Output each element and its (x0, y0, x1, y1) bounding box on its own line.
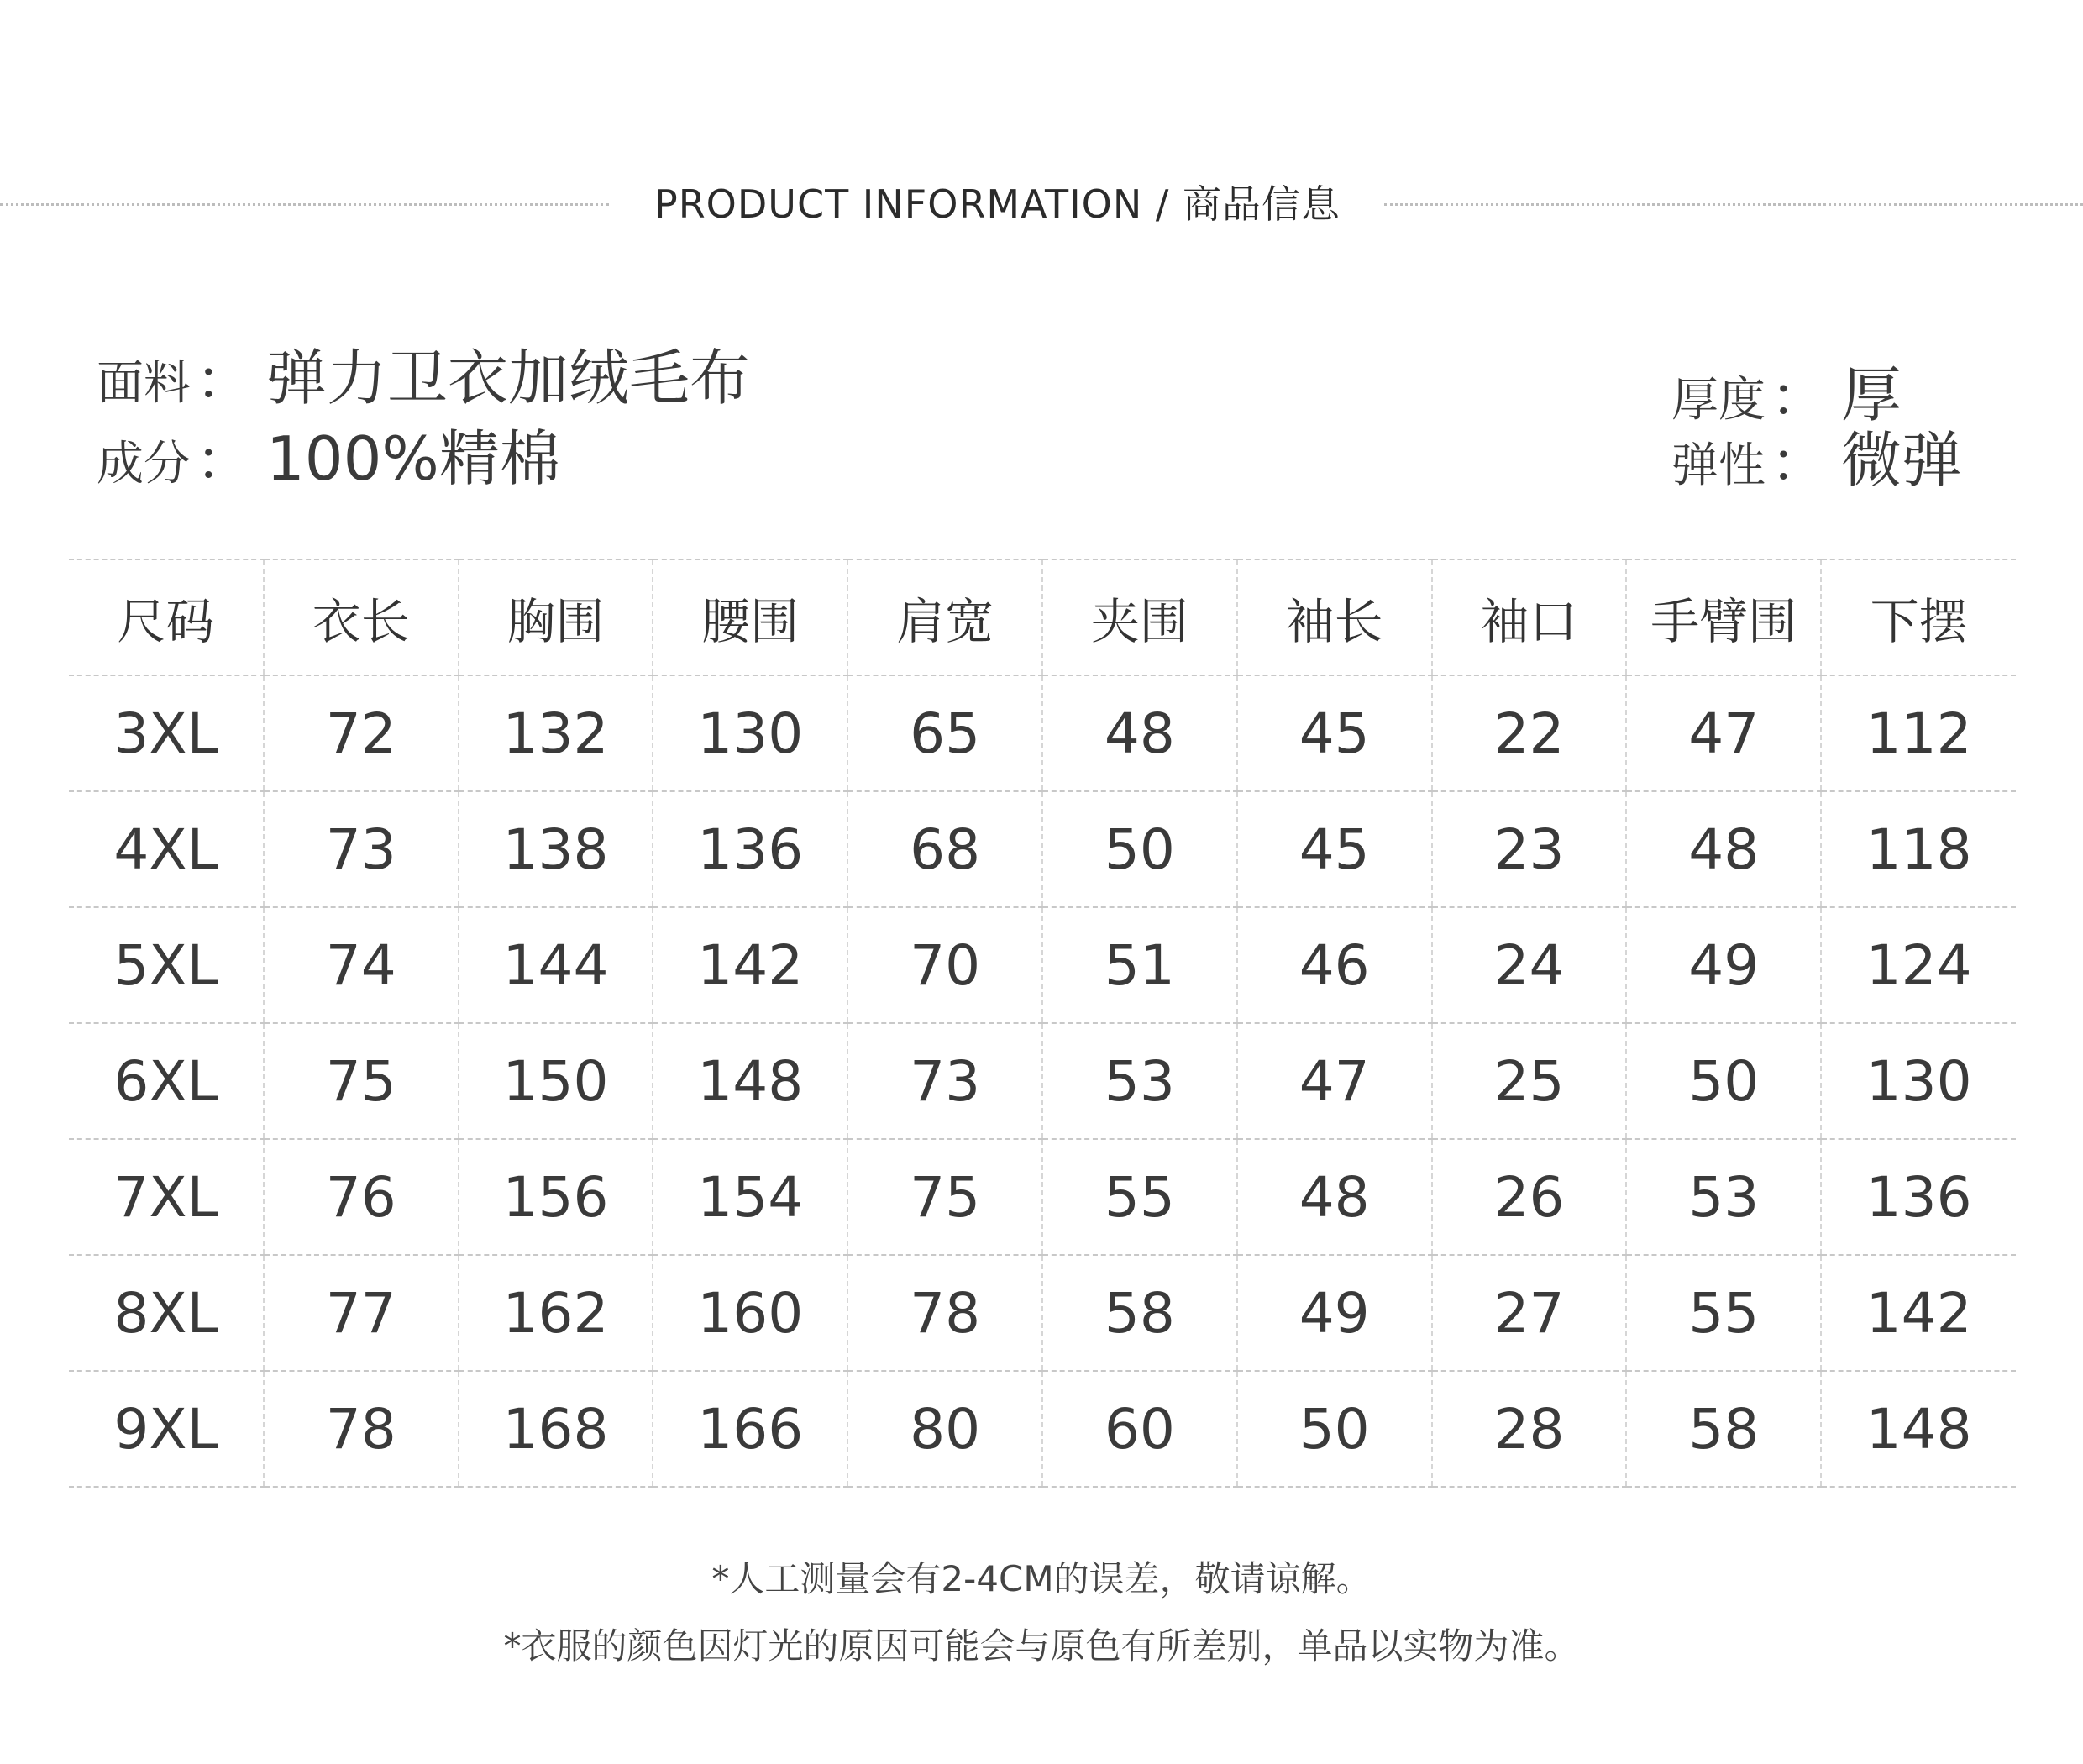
table-cell: 148 (1821, 1371, 2016, 1487)
table-cell: 46 (1237, 907, 1432, 1023)
table-cell: 25 (1432, 1023, 1627, 1139)
col-header-waist: 腰围 (653, 559, 847, 675)
table-cell: 75 (264, 1023, 459, 1139)
table-cell: 136 (653, 791, 847, 907)
table-cell: 144 (459, 907, 653, 1023)
col-header-cuff: 袖口 (1432, 559, 1627, 675)
table-cell: 53 (1626, 1139, 1821, 1255)
table-cell: 118 (1821, 791, 2016, 907)
table-cell: 80 (847, 1371, 1042, 1487)
table-cell: 53 (1042, 1023, 1237, 1139)
table-cell: 73 (847, 1023, 1042, 1139)
note-color-difference: *衣服的颜色因灯光的原因可能会与原色有所差别，单品以实物为准。 (503, 1625, 1580, 1667)
section-header (0, 172, 2083, 231)
table-cell: 50 (1626, 1023, 1821, 1139)
dotted-divider-right (1384, 203, 2083, 206)
table-cell: 73 (264, 791, 459, 907)
col-header-arm: 手臂围 (1626, 559, 1821, 675)
table-cell: 50 (1042, 791, 1237, 907)
table-cell: 27 (1432, 1255, 1627, 1371)
table-cell: 55 (1042, 1139, 1237, 1255)
table-cell: 150 (459, 1023, 653, 1139)
table-cell: 8XL (69, 1255, 264, 1371)
table-cell: 5XL (69, 907, 264, 1023)
col-header-size: 尺码 (69, 559, 264, 675)
table-row (69, 791, 2016, 907)
table-cell: 24 (1432, 907, 1627, 1023)
table-header-row (69, 559, 2016, 675)
property-label: 面料 (97, 356, 191, 411)
table-row (69, 1255, 2016, 1371)
table-cell: 72 (264, 675, 459, 791)
table-cell: 70 (847, 907, 1042, 1023)
table-cell: 130 (1821, 1023, 2016, 1139)
table-cell: 3XL (69, 675, 264, 791)
col-header-shoulder: 肩宽 (847, 559, 1042, 675)
table-cell: 78 (847, 1255, 1042, 1371)
property-separator: ： (1771, 430, 1826, 495)
table-cell: 45 (1237, 675, 1432, 791)
table-cell: 48 (1237, 1139, 1432, 1255)
table-cell: 58 (1626, 1371, 1821, 1487)
notes (0, 1546, 2083, 1680)
table-cell: 162 (459, 1255, 653, 1371)
table-cell: 4XL (69, 791, 264, 907)
property-label: 弹性 (1671, 438, 1766, 493)
table-cell: 77 (264, 1255, 459, 1371)
col-header-hem: 下摆 (1821, 559, 2016, 675)
table-cell: 55 (1626, 1255, 1821, 1371)
table-cell: 58 (1042, 1255, 1237, 1371)
table-cell: 60 (1042, 1371, 1237, 1487)
table-cell: 166 (653, 1371, 847, 1487)
table-cell: 22 (1432, 675, 1627, 791)
col-header-chest: 胸围 (459, 559, 653, 675)
col-header-sleeve-length: 袖长 (1237, 559, 1432, 675)
table-row (69, 1371, 2016, 1487)
property-composition (97, 410, 560, 497)
col-header-armhole: 夹围 (1042, 559, 1237, 675)
property-separator: ： (196, 428, 251, 493)
col-header-length: 衣长 (264, 559, 459, 675)
property-fabric (97, 329, 750, 417)
table-cell: 48 (1042, 675, 1237, 791)
table-cell: 28 (1432, 1371, 1627, 1487)
property-separator: ： (196, 348, 251, 412)
table-cell: 68 (847, 791, 1042, 907)
table-cell: 160 (653, 1255, 847, 1371)
table-cell: 75 (847, 1139, 1042, 1255)
table-cell: 47 (1626, 675, 1821, 791)
table-cell: 142 (653, 907, 847, 1023)
table-cell: 49 (1237, 1255, 1432, 1371)
property-value: 100%精棉 (266, 423, 560, 494)
property-label: 成分 (97, 437, 191, 491)
table-row (69, 907, 2016, 1023)
table-cell: 136 (1821, 1139, 2016, 1255)
table-cell: 48 (1626, 791, 1821, 907)
table-cell: 130 (653, 675, 847, 791)
table-cell: 47 (1237, 1023, 1432, 1139)
table-cell: 45 (1237, 791, 1432, 907)
property-value: 弹力卫衣加绒毛布 (266, 343, 751, 413)
table-cell: 6XL (69, 1023, 264, 1139)
table-cell: 156 (459, 1139, 653, 1255)
table-cell: 50 (1237, 1371, 1432, 1487)
table-cell: 9XL (69, 1371, 264, 1487)
property-label: 厚度 (1671, 373, 1766, 428)
dotted-divider-left (0, 203, 609, 206)
size-chart-table (69, 559, 2016, 1488)
table-row (69, 1023, 2016, 1139)
table-cell: 26 (1432, 1139, 1627, 1255)
table-cell: 132 (459, 675, 653, 791)
note-measurement-error: *人工测量会有2-4CM的误差，敬请谅解。 (711, 1558, 1372, 1599)
table-cell: 168 (459, 1371, 653, 1487)
table-cell: 148 (653, 1023, 847, 1139)
table-cell: 49 (1626, 907, 1821, 1023)
table-cell: 65 (847, 675, 1042, 791)
section-title: PRODUCT INFORMATION / 商品信息 (653, 181, 1341, 227)
table-row (69, 1139, 2016, 1255)
table-cell: 74 (264, 907, 459, 1023)
table-cell: 7XL (69, 1139, 264, 1255)
table-cell: 23 (1432, 791, 1627, 907)
table-cell: 51 (1042, 907, 1237, 1023)
table-row (69, 675, 2016, 791)
table-cell: 76 (264, 1139, 459, 1255)
table-cell: 78 (264, 1371, 459, 1487)
table-cell: 154 (653, 1139, 847, 1255)
property-separator: ： (1771, 365, 1826, 429)
table-cell: 138 (459, 791, 653, 907)
property-elasticity (1671, 412, 1962, 499)
property-value: 厚 (1841, 360, 1902, 430)
table-cell: 112 (1821, 675, 2016, 791)
table-cell: 124 (1821, 907, 2016, 1023)
property-value: 微弹 (1841, 425, 1963, 496)
table-cell: 142 (1821, 1255, 2016, 1371)
